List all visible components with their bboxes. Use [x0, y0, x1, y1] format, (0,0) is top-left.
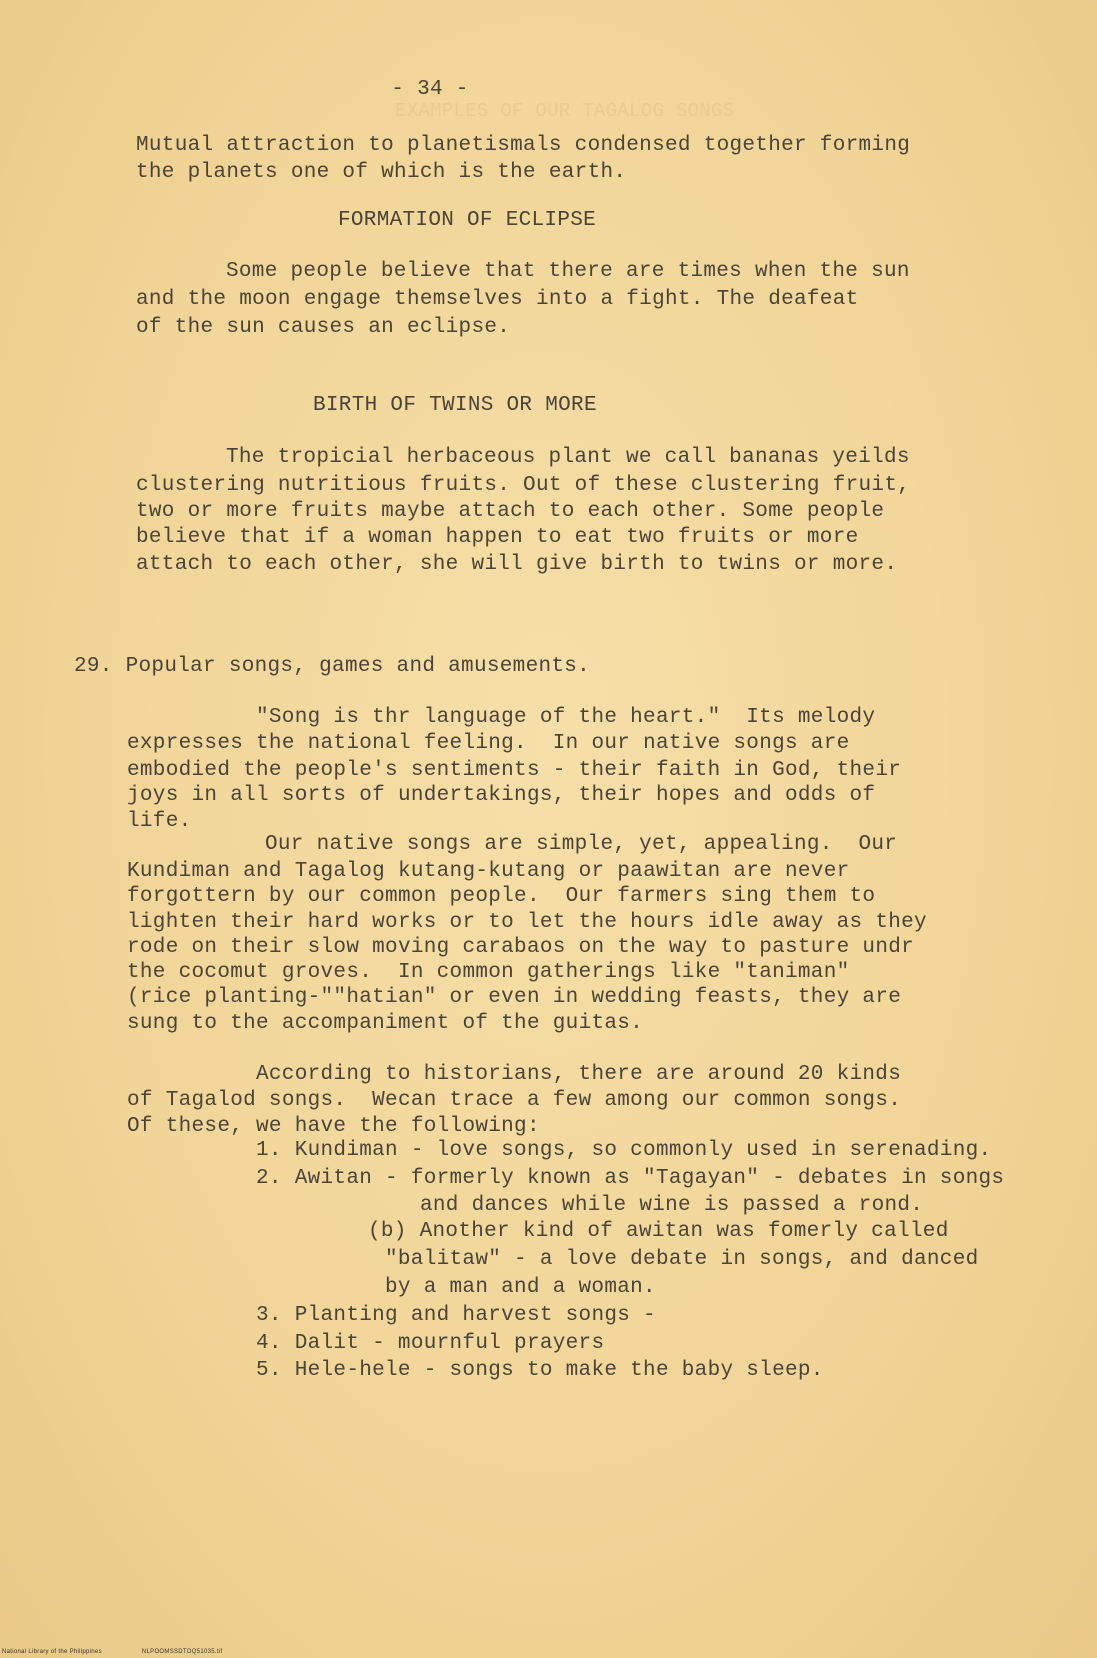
twins-line-3: two or more fruits maybe attach to each other. Some people [136, 500, 885, 523]
list-item-2-cont: and dances while wine is passed a rond. [420, 1194, 924, 1217]
songs2-line-8: sung to the accompaniment of the guitas. [127, 1012, 644, 1035]
list-item-1: 1. Kundiman - love songs, so commonly used in serenading. [256, 1139, 992, 1162]
scan-footer [2, 1648, 222, 1656]
songs1-line-2: expresses the national feeling. In our native songs are [127, 732, 850, 755]
songs2-line-7: (rice planting-""hatian" or even in wedding feasts, they are [127, 986, 902, 1009]
songs1-line-3: embodied the people's sentiments - their faith in God, their [127, 759, 902, 782]
eclipse-line-1: Some people believe that there are times when the sun [226, 260, 910, 283]
songs1-line-1: "Song is thr language of the heart." Its melody [256, 706, 876, 729]
planets-line-1: Mutual attraction to planetismals condensed together forming [136, 134, 911, 157]
eclipse-line-2: and the moon engage themselves into a fight. The deafeat [136, 288, 859, 311]
heading-twins: BIRTH OF TWINS OR MORE [313, 394, 597, 417]
songs3-line-2: of Tagalod songs. Wecan trace a few among our common songs. [127, 1089, 902, 1112]
songs1-line-5: life. [127, 810, 192, 833]
twins-line-5: attach to each other, she will give birth to twins or more. [136, 553, 898, 576]
songs2-line-6: the cocomut groves. In common gatherings like "taniman" [127, 961, 850, 984]
footer-source: National Library of the Philippines [2, 1649, 102, 1655]
songs3-line-3: Of these, we have the following: [127, 1115, 540, 1138]
songs2-line-3: forgottern by our common people. Our farmers sing them to [127, 885, 876, 908]
page-number: - 34 - [391, 78, 469, 101]
list-item-4: 4. Dalit - mournful prayers [256, 1332, 605, 1355]
songs2-line-4: lighten their hard works or to let the hours idle away as they [127, 911, 927, 934]
list-item-2b-cont-2: by a man and a woman. [385, 1276, 656, 1299]
songs3-line-1: According to historians, there are around 20 kinds [256, 1063, 902, 1086]
footer-file: NLPOOMSSDTOQ51035.tif [141, 1649, 223, 1655]
list-item-3: 3. Planting and harvest songs - [256, 1304, 656, 1327]
planets-line-2: the planets one of which is the earth. [136, 161, 627, 184]
bleed-through-text: EXAMPLES OF OUR TAGALOG SONGS [395, 100, 735, 122]
songs1-line-4: joys in all sorts of undertakings, their hopes and odds of [127, 784, 876, 807]
list-item-2b-cont-1: "balitaw" - a love debate in songs, and danced [385, 1248, 979, 1271]
songs2-line-2: Kundiman and Tagalog kutang-kutang or paawitan are never [127, 860, 850, 883]
eclipse-line-3: of the sun causes an eclipse. [136, 316, 511, 339]
list-item-2: 2. Awitan - formerly known as "Tagayan" - debates in songs [256, 1167, 1005, 1190]
heading-eclipse: FORMATION OF ECLIPSE [338, 209, 597, 232]
twins-line-2: clustering nutritious fruits. Out of these clustering fruit, [136, 474, 911, 497]
section-29-heading: 29. Popular songs, games and amusements. [74, 655, 591, 678]
twins-line-1: The tropicial herbaceous plant we call bananas yeilds [226, 446, 910, 469]
list-item-2b: (b) Another kind of awitan was fomerly called [368, 1220, 949, 1243]
songs2-line-1: Our native songs are simple, yet, appealing. Our [265, 833, 898, 856]
twins-line-4: believe that if a woman happen to eat two fruits or more [136, 526, 859, 549]
list-item-5: 5. Hele-hele - songs to make the baby sleep. [256, 1359, 824, 1382]
songs2-line-5: rode on their slow moving carabaos on the way to pasture undr [127, 936, 915, 959]
